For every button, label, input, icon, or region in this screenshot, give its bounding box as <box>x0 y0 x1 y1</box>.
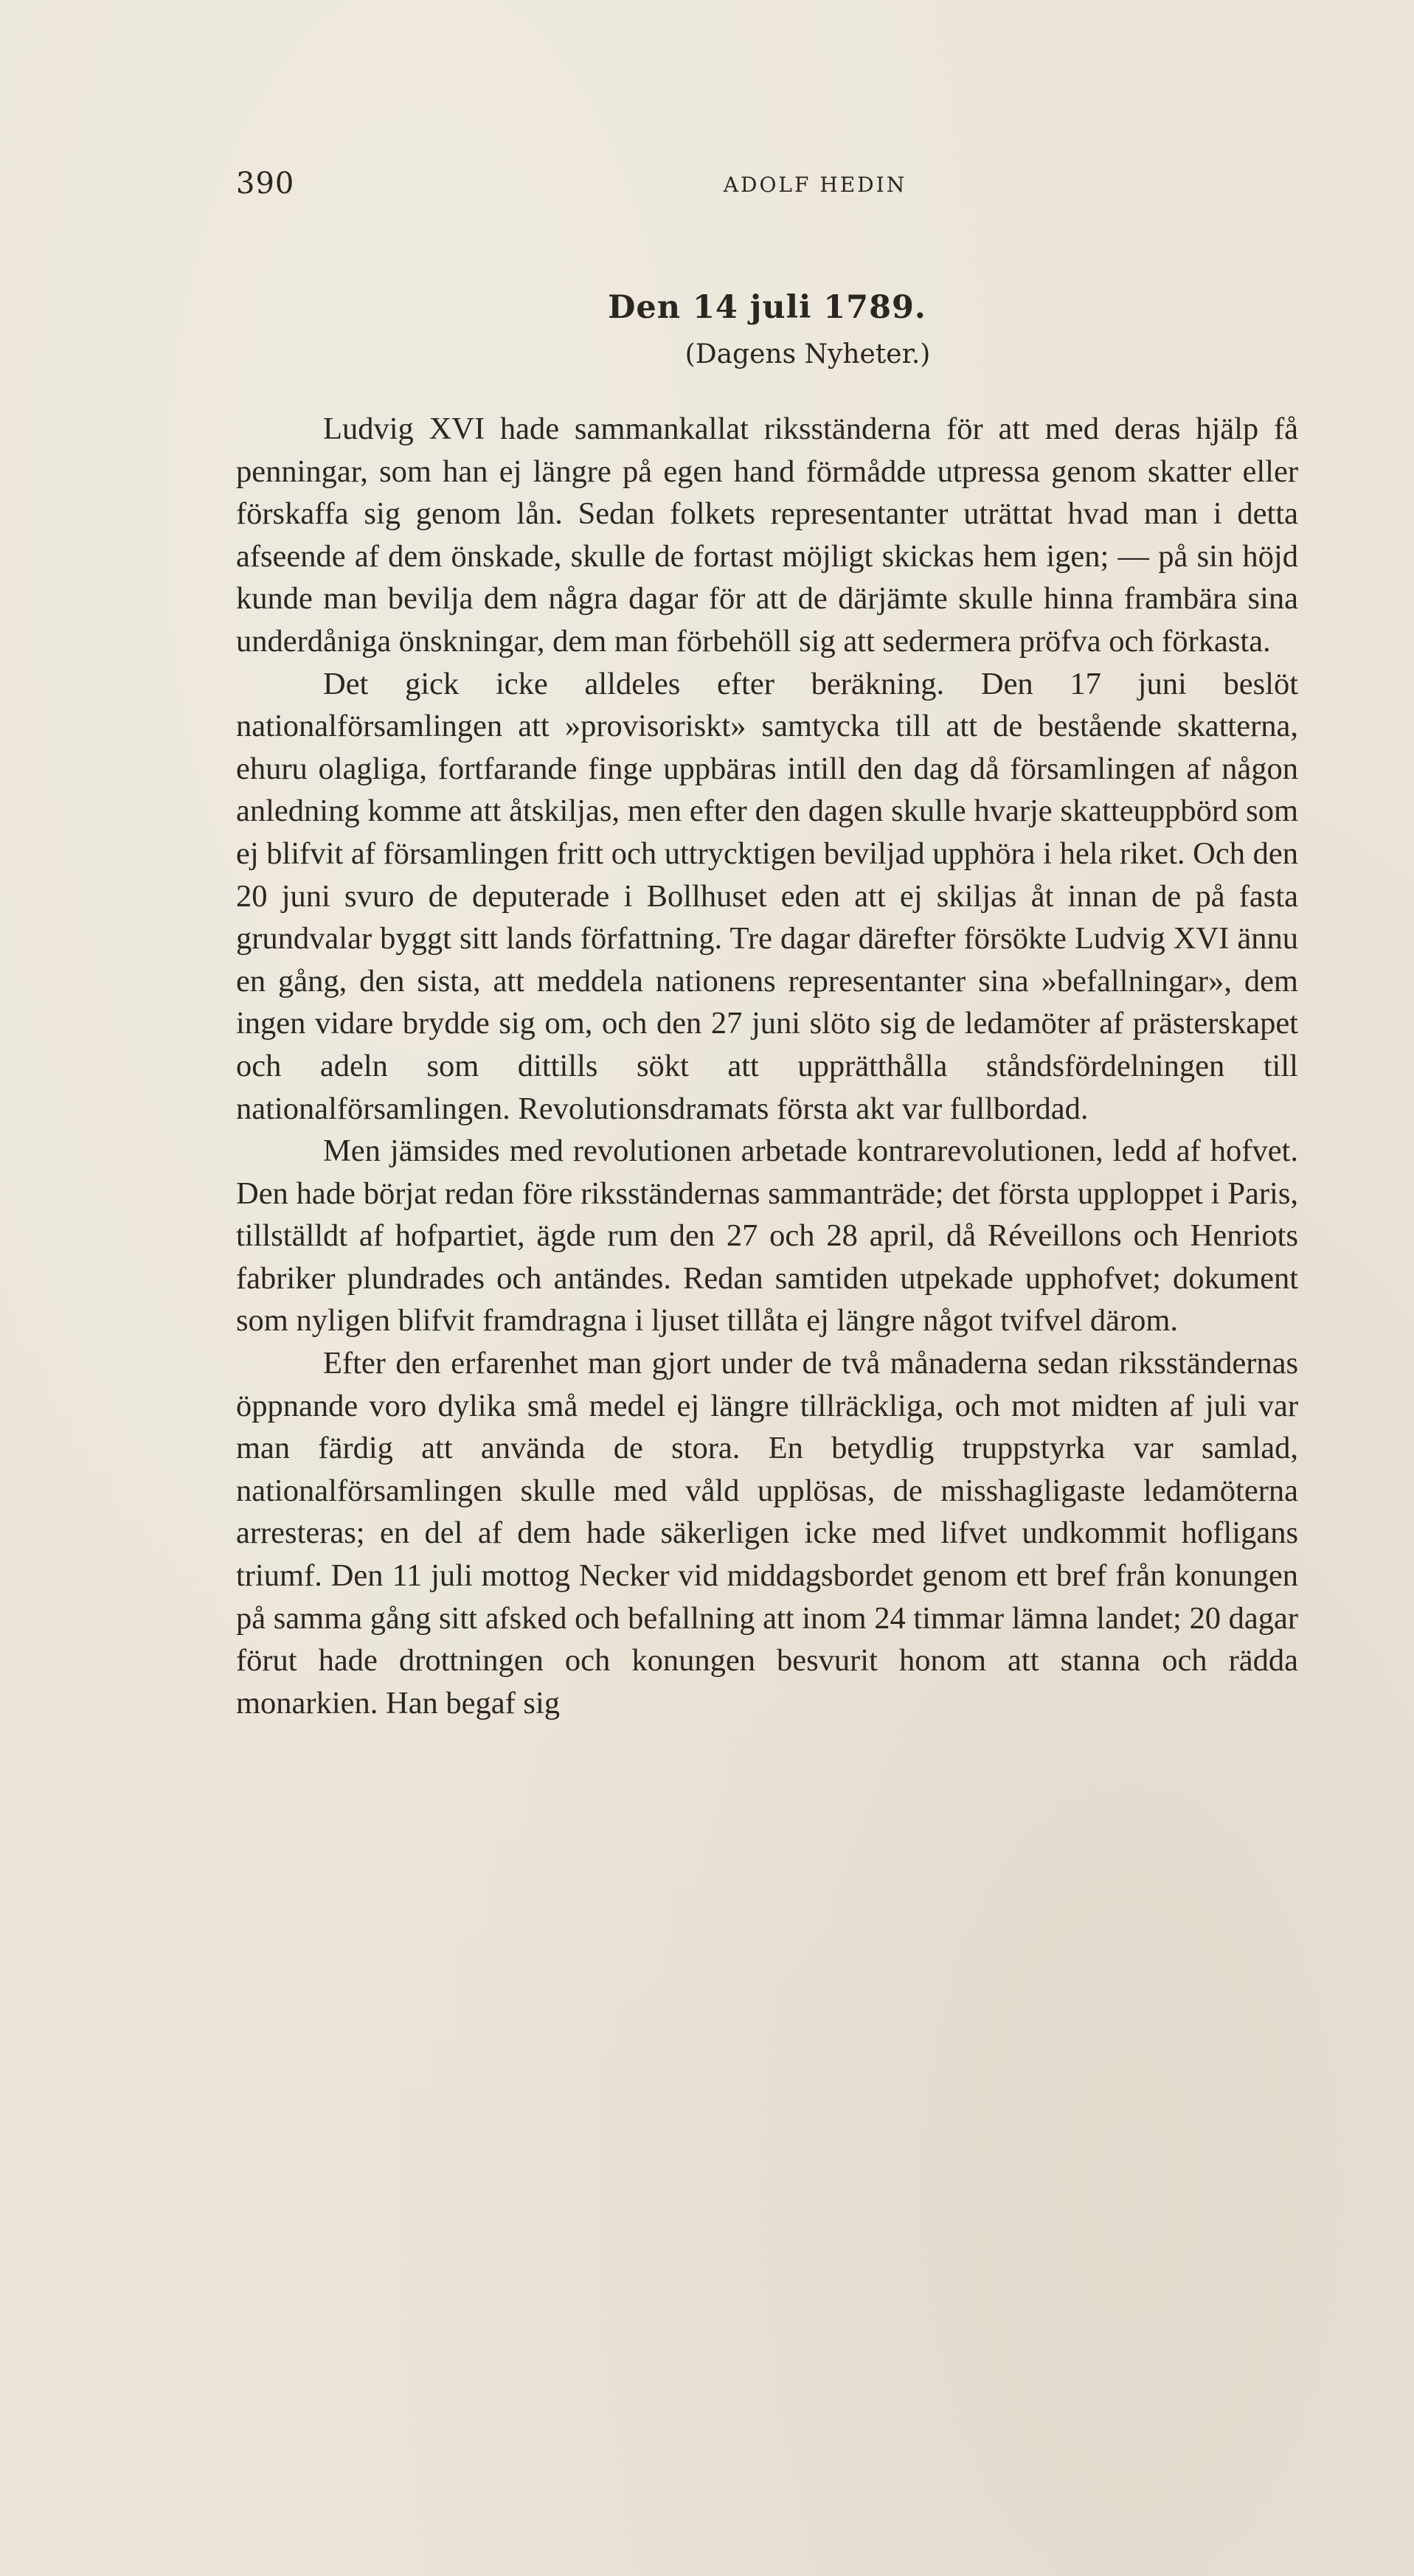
page-number: 390 <box>236 167 295 201</box>
paragraph-1: Ludvig XVI hade sammankallat riksständerna för att med deras hjälp få penningar, som han ej längre på egen hand förmådde utpressa genom skatter eller förskaffa sig genom lån. Sedan folkets representanter uträttat hvad man i detta afseende af dem önskade, skulle de fortast möjligt skickas hem igen; — på sin höjd kunde man bevilja dem några dagar för att de därjämte skulle hinna frambära sina underdåniga önskningar, dem man förbehöll sig att sedermera pröfva och förkasta. <box>236 412 1298 659</box>
paragraph-4: Efter den erfarenhet man gjort under de två månaderna sedan riksständernas öppnande voro dylika små medel ej längre tillräckliga, och mot midten af juli var man färdig att använda de stora. En betydlig truppstyrka var samlad, nationalförsamlingen skulle med våld upplösas, de misshagligaste ledamöterna arresteras; en del af dem hade säkerligen icke med lifvet undkommit hofligans triumf. Den 11 juli mottog Necker vid middagsbordet genom ett bref från konungen på samma gång sitt afsked och befallning att inom 24 timmar lämna landet; 20 dagar förut hade drottningen och konungen besvurit honom att stanna och rädda monarkien. Han begaf sig <box>236 1346 1298 1721</box>
running-title: ADOLF HEDIN <box>723 173 907 197</box>
article-title: Den 14 juli 1789. <box>608 289 926 326</box>
article-source: (Dagens Nyheter.) <box>685 339 931 369</box>
running-head <box>236 167 1298 211</box>
paragraph-2: Det gick icke alldeles efter beräkning. Den 17 juni beslöt nationalförsamlingen att »provisoriskt» samtycka till att de bestående skatterna, ehuru olagliga, fortfarande finge uppbäras intill den dag då församlingen af någon anledning komme att åtskiljas, men efter den dagen skulle hvarje skatteuppbörd som ej blifvit af församlingen fritt och uttrycktigen beviljad upphöra i hela riket. Och den 20 juni svuro de deputerade i Bollhuset eden att ej skiljas åt innan de på fasta grundvalar byggt sitt lands författning. Tre dagar därefter försökte Ludvig XVI ännu en gång, den sista, att meddela nationens representanter sina »befallningar», dem ingen vidare brydde sig om, och den 27 juni slöto sig de ledamöter af prästerskapet och adeln som dittills sökt att upprätthålla ståndsfördelningen till nationalförsamlingen. Revolutionsdramats första akt var fullbordad. <box>236 666 1298 1126</box>
article-body <box>236 408 1298 1724</box>
paragraph-3: Men jämsides med revolutionen arbetade kontrarevolutionen, ledd af hofvet. Den hade börjat redan före riksständernas sammanträde; det första upploppet i Paris, tillställdt af hofpartiet, ägde rum den 27 och 28 april, då Réveillons och Henriots fabriker plundrades och antändes. Redan samtiden utpekade upphofvet; dokument som nyligen blifvit framdragna i ljuset tillåta ej längre något tvifvel därom. <box>236 1133 1298 1339</box>
